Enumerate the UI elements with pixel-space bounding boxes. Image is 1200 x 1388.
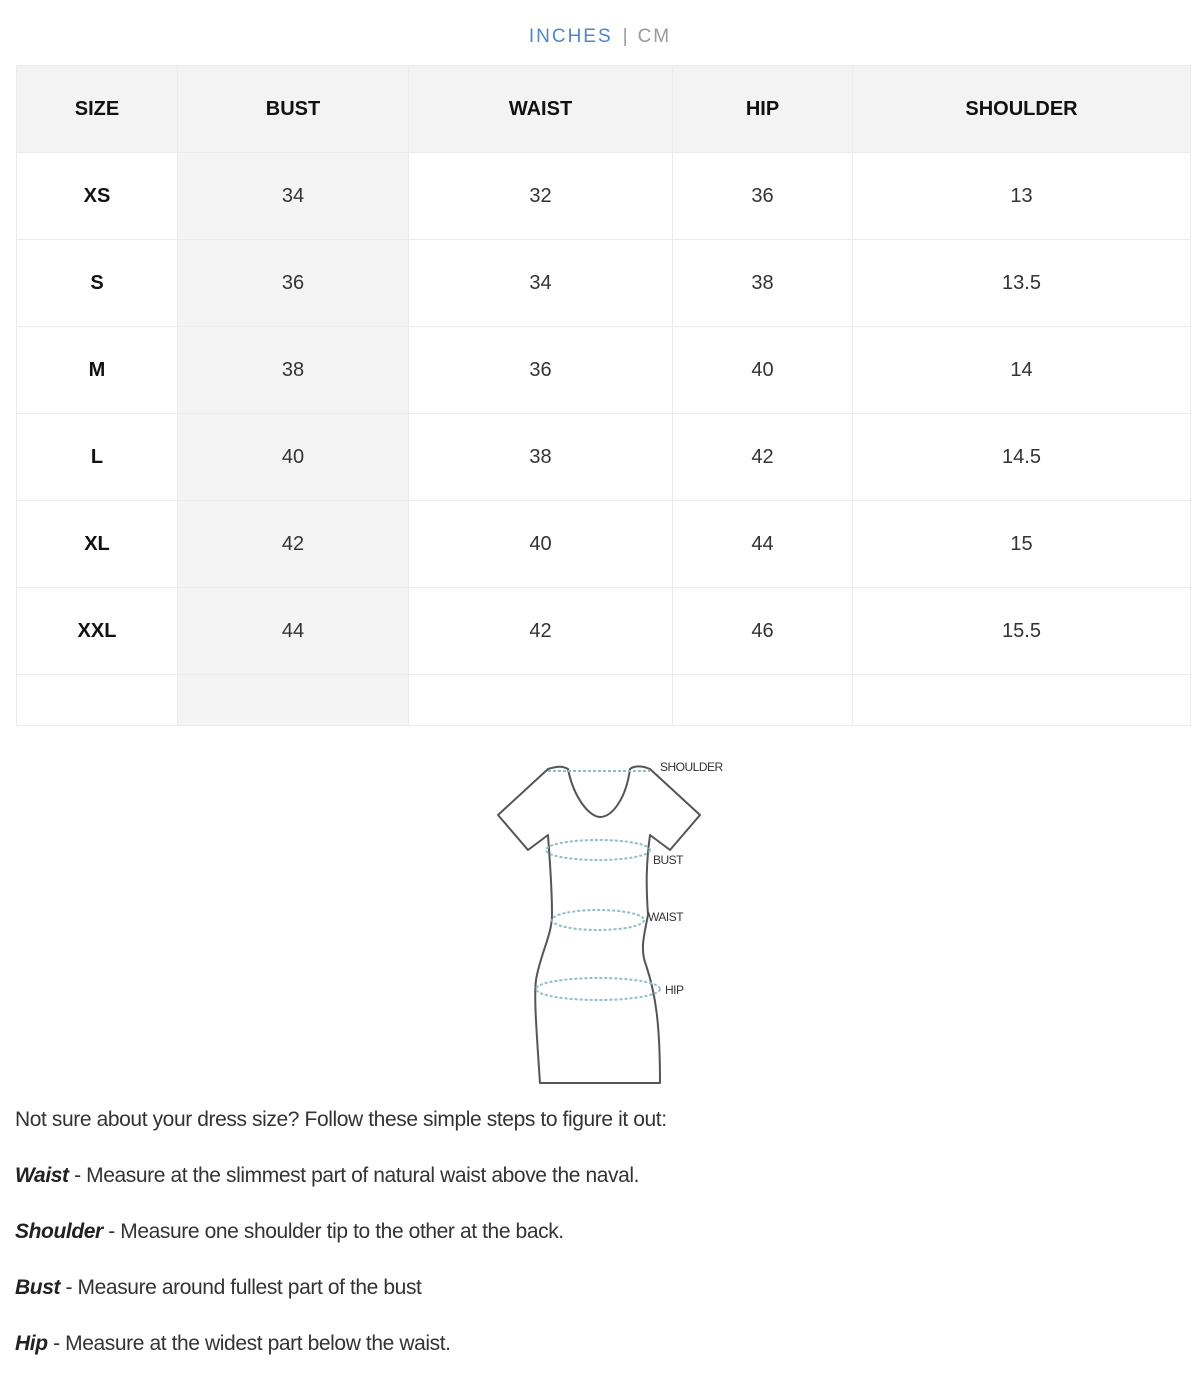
guide-intro: Not sure about your dress size? Follow these simple steps to figure it out: xyxy=(15,1108,667,1131)
cell-hip: 46 xyxy=(673,588,853,675)
guide-step-bust xyxy=(15,1276,1185,1300)
cell-empty xyxy=(409,675,673,726)
cell-waist: 42 xyxy=(409,588,673,675)
cell-waist: 34 xyxy=(409,240,673,327)
cell-bust: 42 xyxy=(178,501,409,588)
guide-term: Hip xyxy=(15,1332,48,1355)
cell-waist: 40 xyxy=(409,501,673,588)
cell-empty xyxy=(17,675,178,726)
measurement-guide xyxy=(15,1108,1185,1388)
cell-size: M xyxy=(17,327,178,414)
cell-shoulder: 14 xyxy=(853,327,1191,414)
cell-bust: 38 xyxy=(178,327,409,414)
cell-empty xyxy=(673,675,853,726)
header-bust: BUST xyxy=(178,66,409,153)
table-row-empty xyxy=(17,675,1191,726)
cell-shoulder: 13 xyxy=(853,153,1191,240)
table-row xyxy=(17,327,1191,414)
table-row xyxy=(17,501,1191,588)
guide-step-shoulder xyxy=(15,1220,1185,1244)
unit-inches-tab[interactable]: INCHES xyxy=(528,26,613,47)
diagram-label-bust: BUST xyxy=(653,853,684,867)
cell-size: XL xyxy=(17,501,178,588)
cell-hip: 42 xyxy=(673,414,853,501)
unit-separator: | xyxy=(622,26,628,47)
cell-size: XS xyxy=(17,153,178,240)
guide-step-waist xyxy=(15,1164,1185,1188)
header-waist: WAIST xyxy=(409,66,673,153)
cell-waist: 32 xyxy=(409,153,673,240)
guide-description: - Measure one shoulder tip to the other at the back. xyxy=(102,1220,564,1243)
table-row xyxy=(17,240,1191,327)
header-size: SIZE xyxy=(17,66,178,153)
cell-bust: 36 xyxy=(178,240,409,327)
dress-outline-icon xyxy=(490,755,740,1095)
guide-term: Shoulder xyxy=(15,1220,103,1243)
guide-term: Waist xyxy=(15,1164,69,1187)
cell-shoulder: 14.5 xyxy=(853,414,1191,501)
diagram-label-waist: WAIST xyxy=(648,910,684,924)
cell-hip: 36 xyxy=(673,153,853,240)
header-shoulder: SHOULDER xyxy=(853,66,1191,153)
cell-shoulder: 15.5 xyxy=(853,588,1191,675)
guide-description: - Measure around fullest part of the bust xyxy=(60,1276,422,1299)
cell-shoulder: 15 xyxy=(853,501,1191,588)
cell-size: S xyxy=(17,240,178,327)
cell-bust: 44 xyxy=(178,588,409,675)
cell-hip: 44 xyxy=(673,501,853,588)
cell-bust: 40 xyxy=(178,414,409,501)
cell-shoulder: 13.5 xyxy=(853,240,1191,327)
table-row xyxy=(17,588,1191,675)
guide-description: - Measure at the slimmest part of natural waist above the naval. xyxy=(68,1164,640,1187)
table-header-row xyxy=(17,66,1191,153)
cell-waist: 38 xyxy=(409,414,673,501)
cell-bust: 34 xyxy=(178,153,409,240)
dress-measurement-diagram xyxy=(490,755,740,1095)
table-row xyxy=(17,153,1191,240)
cell-empty xyxy=(178,675,409,726)
guide-description: - Measure at the widest part below the waist. xyxy=(47,1332,451,1355)
cell-empty xyxy=(853,675,1191,726)
diagram-label-shoulder: SHOULDER xyxy=(660,760,723,774)
cell-size: L xyxy=(17,414,178,501)
header-hip: HIP xyxy=(673,66,853,153)
diagram-label-hip: HIP xyxy=(665,983,684,997)
guide-term: Bust xyxy=(15,1276,61,1299)
size-chart-table xyxy=(16,65,1191,726)
cell-size: XXL xyxy=(17,588,178,675)
cell-hip: 38 xyxy=(673,240,853,327)
unit-cm-tab[interactable]: CM xyxy=(637,26,672,47)
cell-hip: 40 xyxy=(673,327,853,414)
guide-step-hip xyxy=(15,1332,1185,1356)
table-row xyxy=(17,414,1191,501)
unit-toggle xyxy=(0,26,1200,48)
cell-waist: 36 xyxy=(409,327,673,414)
